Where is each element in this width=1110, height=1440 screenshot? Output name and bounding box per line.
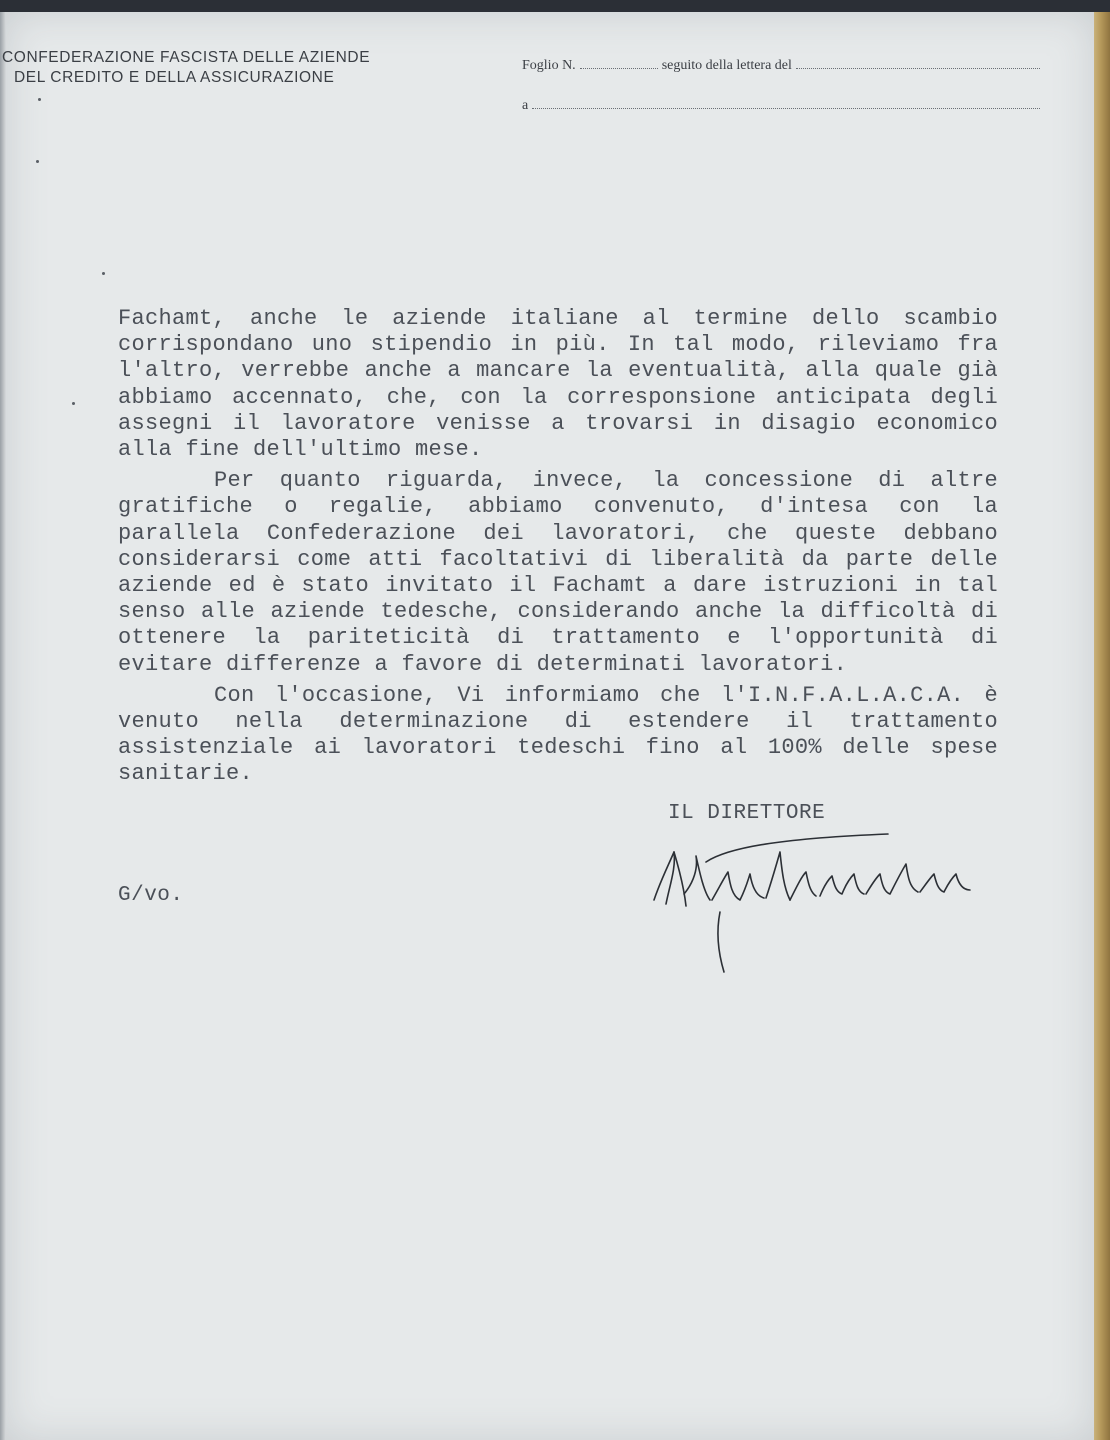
- foglio-field: [580, 56, 658, 69]
- recipient-field: [532, 96, 1040, 109]
- foglio-label: Foglio N.: [522, 58, 576, 73]
- paragraph-3: Con l'occasione, Vi informiamo che l'I.N.F.A.L.A.C.A. è venuto nella determinazione di estendere il trattamento assistenziale ai lavoratori tedeschi fino al 100% delle spese sanitarie.: [118, 682, 998, 787]
- letterhead-line-1: CONFEDERAZIONE FASCISTA DELLE AZIENDE: [2, 49, 371, 66]
- seguito-label: seguito della lettera del: [661, 58, 792, 73]
- a-label: a: [522, 98, 529, 113]
- paragraph-1: Fachamt, anche le aziende italiane al termine dello scambio corrispondano uno stipendio in più. In tal modo, rileviamo fra l'altro, verrebbe anche a mancare la eventualità, alla quale già abbiamo accennato, che, con la corresponsione anticipata degli assegni il lavoratore venisse a trovarsi in disagio economico alla fine dell'ultimo mese.: [118, 306, 998, 463]
- stray-mark: [36, 160, 39, 163]
- stray-mark: [102, 272, 105, 275]
- letterhead: [2, 48, 392, 88]
- page-left-edge: [0, 12, 6, 1440]
- letter-body: [118, 306, 998, 788]
- recipient-row: [522, 96, 1044, 116]
- binding-edge: [1094, 12, 1110, 1440]
- lettera-date-field: [796, 56, 1040, 69]
- foglio-row: [522, 56, 1044, 76]
- typist-initials: G/vo.: [118, 884, 184, 907]
- letterhead-line-2: DEL CREDITO E DELLA ASSICURAZIONE: [14, 69, 335, 86]
- stray-mark: [72, 402, 75, 405]
- director-title: IL DIRETTORE: [668, 802, 826, 825]
- stray-mark: [38, 98, 41, 101]
- handwritten-signature: [640, 822, 990, 982]
- reference-fields: [522, 56, 1044, 116]
- paragraph-2: Per quanto riguarda, invece, la concessione di altre gratifiche o regalie, abbiamo convenuto, d'intesa con la parallela Confederazione dei lavoratori, che queste debbano considerarsi come atti facoltativi di liberalità da parte delle aziende ed è stato invitato il Fachamt a dare istruzioni in tal senso alle aziende tedesche, considerando anche la difficoltà di ottenere la pariteticità di trattamento e l'opportunità di evitare differenze a favore di determinati lavoratori.: [118, 468, 998, 677]
- scan-top-edge: [0, 0, 1110, 12]
